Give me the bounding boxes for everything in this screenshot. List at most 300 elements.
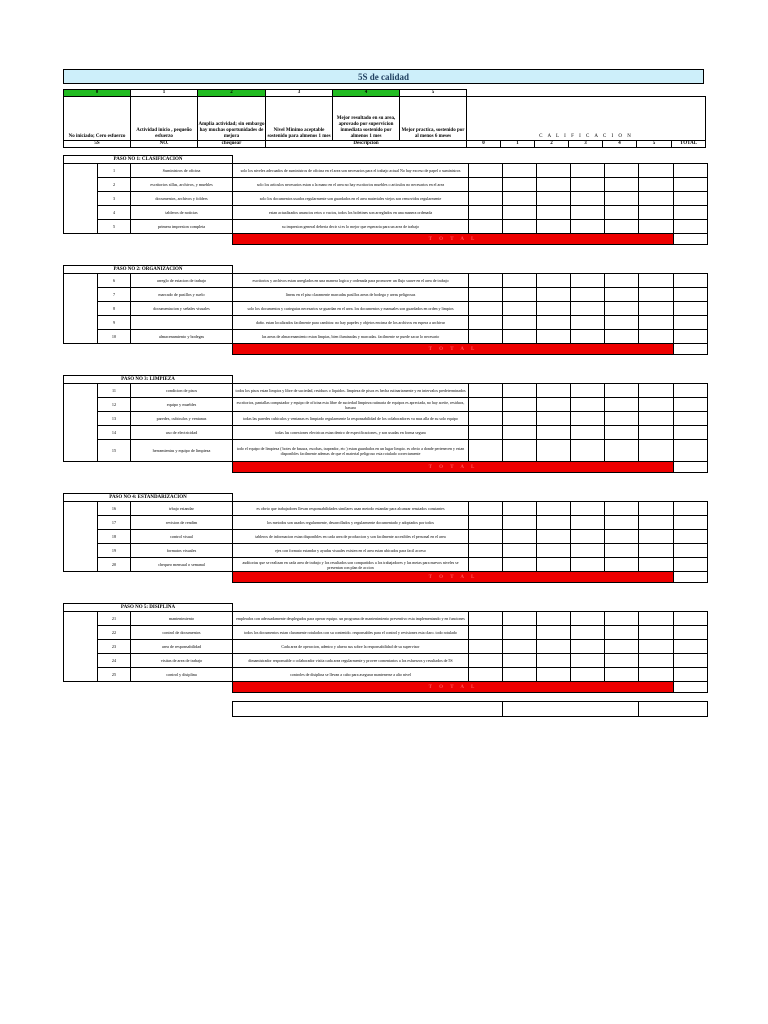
score-cell[interactable] [605,316,639,330]
score-cell[interactable] [571,612,605,626]
score-cell[interactable] [639,440,674,462]
score-cell[interactable] [674,426,708,440]
score-cell[interactable] [503,558,537,572]
total-cell[interactable] [674,234,708,245]
score-cell[interactable] [503,612,537,626]
level-4: 4 [333,90,400,97]
grand-total-cell-c[interactable] [638,702,707,717]
item-check: almacenamiento y bodegas [131,330,233,344]
score-cell[interactable] [537,516,571,530]
item-number: 14 [98,426,131,440]
score-cell[interactable] [503,220,537,234]
item-check: escritorios sillas, archivos, y muebles [131,178,233,192]
score-cell[interactable] [605,302,639,316]
score-cell[interactable] [469,654,503,668]
score-cell[interactable] [571,206,605,220]
score-cell[interactable] [571,220,605,234]
score-cell[interactable] [674,668,708,682]
score-cell[interactable] [503,426,537,440]
grand-total-cell-a[interactable] [232,702,502,717]
checklist-row [64,302,708,316]
score-cell[interactable] [503,398,537,412]
score-cell[interactable] [469,274,503,288]
checklist-row [64,668,708,682]
score-cell[interactable] [639,302,674,316]
score-cell[interactable] [639,502,674,516]
item-number: 8 [98,302,131,316]
rating-scale-header [63,89,706,148]
item-number: 20 [98,558,131,572]
total-cell[interactable] [674,462,708,473]
total-cell[interactable] [674,572,708,583]
score-cell[interactable] [469,330,503,344]
score-cell[interactable] [639,274,674,288]
score-cell[interactable] [469,544,503,558]
item-description: escritorios, pantallas computador y equipo de oficina esta libre de suciedad limpieza rutinaria de equipos es apreciada, no hay aceite, residuos, basura [233,398,469,412]
score-cell[interactable] [639,516,674,530]
score-cell[interactable] [639,626,674,640]
item-description: ejes con formato estandar y ayudas visuales existen en el area estan ubicados para facil acceso [233,544,469,558]
score-cell[interactable] [571,192,605,206]
score-cell[interactable] [674,302,708,316]
score-cell[interactable] [639,654,674,668]
checklist-row [64,316,708,330]
score-cell[interactable] [674,398,708,412]
item-description: lineas en el piso claramente marcadas pasillos areas de bodega y areas peligrosas [233,288,469,302]
score-cell[interactable] [469,640,503,654]
checklist-row [64,502,708,516]
score-cell[interactable] [537,654,571,668]
score-cell[interactable] [503,330,537,344]
item-check: control visual [131,530,233,544]
score-cell[interactable] [537,530,571,544]
score-cell[interactable] [571,384,605,398]
score-cell[interactable] [503,412,537,426]
section-3 [63,375,708,485]
score-cell[interactable] [537,164,571,178]
item-description: auditorias que se realizan en cada area de trabajo y los resultados son compartidos a los trabajadores y las metas para nuevos niveles se presentan con plan de accion [233,558,469,572]
level-0: 0 [64,90,131,97]
score-cell[interactable] [639,330,674,344]
score-cell[interactable] [503,502,537,516]
score-cell[interactable] [605,668,639,682]
score-cell[interactable] [537,502,571,516]
item-number: 22 [98,626,131,640]
score-cell[interactable] [469,384,503,398]
item-number: 1 [98,164,131,178]
score-cell[interactable] [537,330,571,344]
score-cell[interactable] [639,530,674,544]
item-check: herramientas y equipo de limpieza [131,440,233,462]
score-cell[interactable] [674,274,708,288]
score-cell[interactable] [503,530,537,544]
score-cell[interactable] [605,274,639,288]
section-title: PASO NO 5: DISIPLINA [64,604,233,612]
score-cell[interactable] [639,192,674,206]
score-cell[interactable] [537,288,571,302]
score-cell[interactable] [503,192,537,206]
score-cell[interactable] [571,516,605,530]
level-5-desc: Mejor practica, sostenido por al menos 6 meses [400,97,467,141]
score-cell[interactable] [674,640,708,654]
score-cell[interactable] [674,530,708,544]
score-cell[interactable] [469,558,503,572]
score-col-4: 4 [603,141,637,148]
score-cell[interactable] [469,412,503,426]
checklist-row [64,516,708,530]
score-cell[interactable] [639,426,674,440]
score-cell[interactable] [605,220,639,234]
score-cell[interactable] [537,668,571,682]
item-check: uso de electricidad [131,426,233,440]
item-number: 7 [98,288,131,302]
score-cell[interactable] [639,178,674,192]
total-cell[interactable] [674,682,708,693]
score-cell[interactable] [537,178,571,192]
item-description: es obvio que trabajadores llevan responsabilidades similares usan metodo estandar para alcanzar resutados constantes [233,502,469,516]
item-description: estan actualizados anuncios retos o vacios, todos los boletines son arreglados en una manera ordenada [233,206,469,220]
score-cell[interactable] [639,206,674,220]
score-cell[interactable] [503,274,537,288]
score-cell[interactable] [674,192,708,206]
score-cell[interactable] [503,626,537,640]
checklist-row [64,384,708,398]
score-cell[interactable] [537,316,571,330]
total-bar: T O T A L [233,234,674,245]
score-cell[interactable] [674,220,708,234]
checklist-row [64,426,708,440]
col-no: NO. [131,141,198,148]
score-cell[interactable] [639,544,674,558]
item-number: 9 [98,316,131,330]
score-cell[interactable] [469,426,503,440]
score-cell[interactable] [571,640,605,654]
score-cell[interactable] [503,288,537,302]
score-cell[interactable] [605,426,639,440]
item-description: todos los pisos estan limpios y libre de suciedad, residuos o liquidos. limpieza de pisos es hecha rutinariamente y en intervalos predeterminados [233,384,469,398]
5s-cell [64,164,98,234]
score-cell[interactable] [639,316,674,330]
score-cell[interactable] [639,398,674,412]
score-cell[interactable] [503,178,537,192]
score-cell[interactable] [674,206,708,220]
item-check: arreglo de estacion de trabajo [131,274,233,288]
score-cell[interactable] [503,440,537,462]
section-title: PASO NO 2: ORGANIZACION [64,266,233,274]
level-3: 3 [266,90,333,97]
score-cell[interactable] [537,206,571,220]
score-cell[interactable] [605,640,639,654]
item-check: primera impresion completa [131,220,233,234]
score-cell[interactable] [639,288,674,302]
score-cell[interactable] [674,440,708,462]
score-cell[interactable] [571,440,605,462]
item-description: solo los documentos y carteguias necesarios se guardan en el area. los documentos y manuales son guardados en orden y limpios [233,302,469,316]
level-1-desc: Actividad inicio , pequeño esfuerzo [131,97,198,141]
item-check: formatos visuales [131,544,233,558]
total-bar: T O T A L [233,462,674,473]
item-check: tableros de noticias [131,206,233,220]
score-cell[interactable] [503,384,537,398]
score-cell[interactable] [605,516,639,530]
score-cell[interactable] [571,502,605,516]
score-cell[interactable] [537,612,571,626]
score-cell[interactable] [537,640,571,654]
score-cell[interactable] [674,502,708,516]
score-cell[interactable] [571,398,605,412]
score-cell[interactable] [605,558,639,572]
grand-total-row [63,701,708,717]
score-cell[interactable] [469,302,503,316]
score-cell[interactable] [571,558,605,572]
item-number: 6 [98,274,131,288]
score-cell[interactable] [503,206,537,220]
item-description: controles de disiplina se llevan a cabo para asegurar mantenerse a alto nivel [233,668,469,682]
score-cell[interactable] [503,640,537,654]
item-number: 3 [98,192,131,206]
checklist-row [64,626,708,640]
score-col-5: 5 [637,141,672,148]
score-cell[interactable] [605,654,639,668]
score-cell[interactable] [469,440,503,462]
score-cell[interactable] [537,220,571,234]
score-cell[interactable] [674,316,708,330]
item-description: solo los articulos necesarios estan a la mano en el area no hay escritorios muebles o articulos no necesarios en el area [233,178,469,192]
checklist-row [64,274,708,288]
score-cell[interactable] [469,530,503,544]
score-cell[interactable] [469,398,503,412]
item-description: tableros de informacion estan disponibles en cada area de produccion y son facilmente accesibles el personal en el area [233,530,469,544]
score-cell[interactable] [571,668,605,682]
item-check: equipo y muebles [131,398,233,412]
checklist-row [64,440,708,462]
item-check: mantenimiento [131,612,233,626]
checklist-row [64,398,708,412]
item-check: condicion de pisos [131,384,233,398]
grand-total-cell-b[interactable] [502,702,638,717]
score-cell[interactable] [605,502,639,516]
item-description: todas las conexiones electricas estan dentro de especificaciones, y son usadas en forma segura [233,426,469,440]
score-cell[interactable] [537,398,571,412]
score-cell[interactable] [639,558,674,572]
score-cell[interactable] [639,640,674,654]
5s-cell [64,612,98,682]
score-cell[interactable] [469,626,503,640]
checklist-row [64,412,708,426]
item-check [131,316,233,330]
score-cell[interactable] [605,626,639,640]
score-cell[interactable] [639,612,674,626]
score-cell[interactable] [605,288,639,302]
section-4 [63,493,708,595]
item-description: los metodos son usados regularmente, desarrollados y regularmente documentado y adoptados por todos [233,516,469,530]
score-cell[interactable] [469,192,503,206]
item-number: 15 [98,440,131,462]
score-cell[interactable] [537,558,571,572]
score-cell[interactable] [571,288,605,302]
score-cell[interactable] [537,440,571,462]
item-description: solo los niveles adecuados de suministros de oficina en el area son necesarios para el trabajo actual No hay exceso de papel o suministros [233,164,469,178]
col-5s: 5S [64,141,131,148]
score-cell[interactable] [571,302,605,316]
sheet-title: 5S de calidad [63,69,704,84]
level-3-desc: Nivel Minimo aceptable sostenido para almenos 1 mes [266,97,333,141]
score-cell[interactable] [674,164,708,178]
score-cell[interactable] [469,612,503,626]
item-number: 23 [98,640,131,654]
score-cell[interactable] [571,426,605,440]
score-cell[interactable] [605,330,639,344]
score-cell[interactable] [605,384,639,398]
score-cell[interactable] [639,220,674,234]
section-1 [63,155,708,257]
5s-cell [64,274,98,344]
section-2 [63,265,708,367]
score-cell[interactable] [503,302,537,316]
checklist-row [64,206,708,220]
score-cell[interactable] [537,274,571,288]
score-col-2: 2 [535,141,569,148]
score-col-total: TOTAL [672,141,706,148]
score-cell[interactable] [571,178,605,192]
score-cell[interactable] [469,220,503,234]
score-cell[interactable] [571,654,605,668]
item-number: 18 [98,530,131,544]
score-cell[interactable] [537,384,571,398]
score-cell[interactable] [674,544,708,558]
score-cell[interactable] [571,330,605,344]
item-number: 25 [98,668,131,682]
score-cell[interactable] [503,668,537,682]
score-cell[interactable] [571,316,605,330]
score-cell[interactable] [469,668,503,682]
score-cell[interactable] [674,288,708,302]
item-description: todos los documentos estan claramente rotulados con su contenido. responsables para el control y revisiones esta claro. todo rotulado [233,626,469,640]
score-cell[interactable] [674,384,708,398]
section-title: PASO NO 3: LIMPIEZA [64,376,233,384]
checklist-row [64,654,708,668]
total-bar: T O T A L [233,344,674,355]
item-check: chequeo mensual o semanal [131,558,233,572]
score-cell[interactable] [503,516,537,530]
score-cell[interactable] [469,288,503,302]
score-cell[interactable] [537,412,571,426]
score-cell[interactable] [469,164,503,178]
score-cell[interactable] [605,412,639,426]
score-cell[interactable] [537,426,571,440]
score-cell[interactable] [537,626,571,640]
item-description: empleados con adecuadamente desplegados para operar equipo. un programa de mantenimiento preventivo esta implementando y en funciones [233,612,469,626]
score-cell[interactable] [605,398,639,412]
score-cell[interactable] [469,178,503,192]
section-title: PASO NO 1: CLASIFICACION [64,156,233,164]
level-0-desc: No iniciado; Cero esfuerzo [64,97,131,141]
score-cell[interactable] [674,558,708,572]
score-col-1: 1 [501,141,535,148]
level-1: 1 [131,90,198,97]
item-number: 21 [98,612,131,626]
score-cell[interactable] [469,316,503,330]
item-number: 11 [98,384,131,398]
score-cell[interactable] [605,164,639,178]
score-cell[interactable] [571,412,605,426]
score-cell[interactable] [469,502,503,516]
score-cell[interactable] [571,544,605,558]
score-cell[interactable] [674,654,708,668]
item-check: revision de rendim [131,516,233,530]
item-check: area de responsabilidad [131,640,233,654]
score-cell[interactable] [503,654,537,668]
checklist-row [64,544,708,558]
item-description: solo los documentos usados regularmente son guardados en el area materiales viejos son removidos regularmente [233,192,469,206]
level-2: 2 [198,90,266,97]
total-cell[interactable] [674,344,708,355]
item-check: paredes, cubiculos y ventanas [131,412,233,426]
score-cell[interactable] [503,164,537,178]
score-cell[interactable] [674,516,708,530]
score-cell[interactable] [639,668,674,682]
score-cell[interactable] [571,626,605,640]
score-cell[interactable] [639,164,674,178]
score-cell[interactable] [605,206,639,220]
item-description: todas las paredes cubiculos y ventanas es limpiado regularmente la responsabilidad de los colaboradores va mas alla de su solo equipo [233,412,469,426]
col-chequear: chequear [198,141,266,148]
score-cell[interactable] [503,544,537,558]
score-cell[interactable] [605,530,639,544]
item-check: control y disiplina [131,668,233,682]
checklist-row [64,178,708,192]
item-number: 16 [98,502,131,516]
item-number: 4 [98,206,131,220]
checklist-row [64,220,708,234]
score-cell[interactable] [605,192,639,206]
total-bar: T O T A L [233,572,674,583]
score-cell[interactable] [605,544,639,558]
score-cell[interactable] [674,330,708,344]
checklist-row [64,612,708,626]
item-check: control de documentos [131,626,233,640]
score-cell[interactable] [639,384,674,398]
score-cell[interactable] [605,440,639,462]
checklist-row [64,558,708,572]
score-cell[interactable] [674,178,708,192]
score-cell[interactable] [674,612,708,626]
level-2-desc: Amplia actividad; sin embargo hay muchas oportunidades de mejora [198,97,266,141]
score-cell[interactable] [469,516,503,530]
score-cell[interactable] [537,192,571,206]
score-cell[interactable] [571,164,605,178]
score-cell[interactable] [639,412,674,426]
checklist-row [64,164,708,178]
item-number: 24 [98,654,131,668]
score-cell[interactable] [537,544,571,558]
score-cell[interactable] [674,412,708,426]
score-cell[interactable] [503,316,537,330]
score-cell[interactable] [469,206,503,220]
item-description: las areas de almacenamiento estan limpias, bien iluminadas y marcadas. facilmente se puede sacar lo necesario [233,330,469,344]
item-number: 5 [98,220,131,234]
score-cell[interactable] [571,274,605,288]
score-cell[interactable] [605,612,639,626]
section-title: PASO NO 4: ESTANDARIZACION [64,494,233,502]
checklist-row [64,640,708,654]
item-description: daño. estan localizados facilmente para cambios: no hay papeles y objetos encima de los archivos en espera a archivar [233,316,469,330]
score-cell[interactable] [605,178,639,192]
item-check: visitas de area de trabajo [131,654,233,668]
score-cell[interactable] [571,530,605,544]
score-cell[interactable] [537,302,571,316]
score-cell[interactable] [674,626,708,640]
